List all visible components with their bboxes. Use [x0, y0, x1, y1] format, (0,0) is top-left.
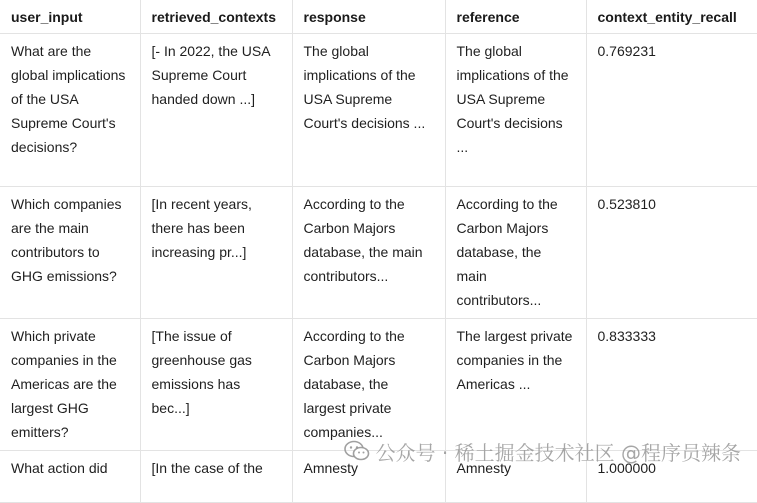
cell-response: According to the Carbon Majors database, the main contributors...: [292, 187, 445, 319]
cell-context-entity-recall: 0.523810: [586, 187, 757, 319]
cell-context-entity-recall: 0.833333: [586, 319, 757, 451]
cell-retrieved-contexts: [In the case of the: [140, 451, 292, 503]
cell-user-input: What action did: [0, 451, 140, 503]
column-header-user-input[interactable]: user_input: [0, 0, 140, 34]
cell-user-input: What are the global implications of the USA Supreme Court's decisions?: [0, 34, 140, 187]
table-row: [0, 319, 757, 451]
cell-user-input: Which companies are the main contributors to GHG emissions?: [0, 187, 140, 319]
table-row: [0, 187, 757, 319]
cell-response: The global implications of the USA Supreme Court's decisions ...: [292, 34, 445, 187]
cell-context-entity-recall: 1.000000: [586, 451, 757, 503]
cell-response: Amnesty: [292, 451, 445, 503]
cell-user-input: Which private companies in the Americas are the largest GHG emitters?: [0, 319, 140, 451]
table-row: [0, 34, 757, 187]
cell-context-entity-recall: 0.769231: [586, 34, 757, 187]
column-header-retrieved-contexts[interactable]: retrieved_contexts: [140, 0, 292, 34]
cell-reference: Amnesty: [445, 451, 586, 503]
watermark-text: 公众号 · 稀土掘金技术社区 @程序员辣条: [375, 440, 741, 465]
cell-reference: The largest private companies in the Americas ...: [445, 319, 586, 451]
cell-reference: According to the Carbon Majors database, the main contributors...: [445, 187, 586, 319]
cell-response: According to the Carbon Majors database, the largest private companies...: [292, 319, 445, 451]
cell-retrieved-contexts: [In recent years, there has been increasing pr...]: [140, 187, 292, 319]
column-header-response[interactable]: response: [292, 0, 445, 34]
table-row: [0, 451, 757, 503]
table-header-row: [0, 0, 757, 34]
cell-retrieved-contexts: [- In 2022, the USA Supreme Court handed down ...]: [140, 34, 292, 187]
column-header-context-entity-recall[interactable]: context_entity_recall: [586, 0, 757, 34]
column-header-reference[interactable]: reference: [445, 0, 586, 34]
cell-retrieved-contexts: [The issue of greenhouse gas emissions has bec...]: [140, 319, 292, 451]
cell-reference: The global implications of the USA Supreme Court's decisions ...: [445, 34, 586, 187]
